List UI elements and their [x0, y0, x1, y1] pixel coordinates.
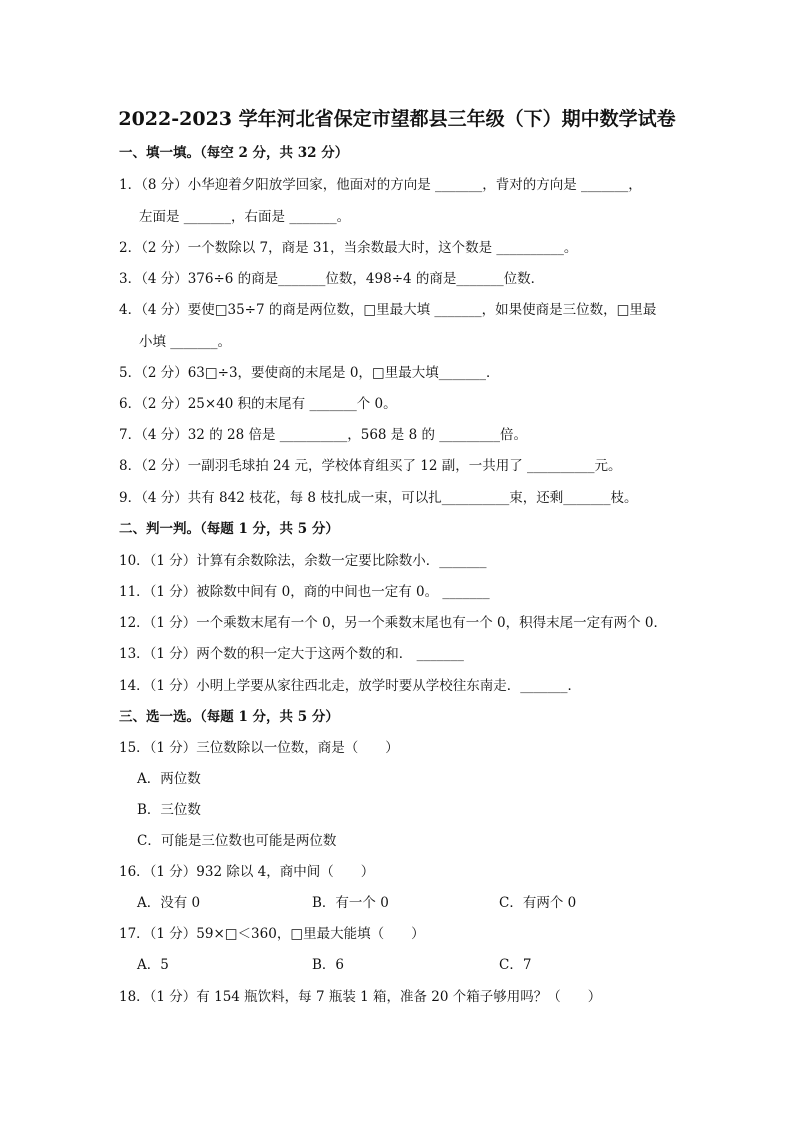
option-16-a: A．没有 0 — [137, 895, 201, 911]
question-3: 3．（4 分）376÷6 的商是_______位数，498÷4 的商是_______位数． — [119, 271, 545, 287]
question-2: 2．（2 分）一个数除以 7，商是 31，当余数最大时，这个数是 __________。 — [119, 240, 578, 256]
question-4-cont: 小填 _______。 — [139, 334, 232, 350]
option-17-a: A．5 — [137, 957, 169, 973]
option-16-b: B．有一个 0 — [312, 895, 389, 911]
question-10: 10．（1 分）计算有余数除法，余数一定要比除数小．_______ — [119, 553, 487, 569]
question-4: 4．（4 分）要使□35÷7 的商是两位数，□里最大填 _______，如果使商是三位数，□里最 — [119, 302, 657, 318]
question-14: 14．（1 分）小明上学要从家往西北走，放学时要从学校往东南走．_______． — [119, 678, 582, 694]
question-5: 5．（2 分）63□÷3，要使商的末尾是 0，□里最大填_______． — [119, 365, 500, 381]
question-13: 13．（1 分）两个数的积一定大于这两个数的和． _______ — [119, 646, 464, 662]
question-11: 11．（1 分）被除数中间有 0，商的中间也一定有 0。 _______ — [119, 584, 490, 600]
option-17-b: B．6 — [312, 957, 345, 973]
question-6: 6．（2 分）25×40 积的末尾有 _______个 0。 — [119, 396, 397, 412]
option-15-c: C．可能是三位数也可能是两位数 — [137, 833, 337, 849]
question-17: 17．（1 分）59×□＜360，□里最大能填（ ） — [119, 926, 425, 942]
option-17-c: C．7 — [499, 957, 532, 973]
section-fill-in: 一、填一填。（每空 2 分，共 32 分） — [119, 145, 349, 161]
question-1-cont: 左面是 _______，右面是 _______。 — [139, 209, 351, 225]
question-1: 1．（8 分）小华迎着夕阳放学回家，他面对的方向是 _______，背对的方向是 _______， — [119, 177, 642, 193]
section-multiple-choice: 三、选一选。（每题 1 分，共 5 分） — [119, 709, 339, 725]
question-12: 12．（1 分）一个乘数末尾有一个 0，另一个乘数末尾也有一个 0，积得末尾一定有两个 0． — [119, 615, 667, 631]
option-15-b: B．三位数 — [137, 802, 201, 818]
option-16-c: C．有两个 0 — [499, 895, 577, 911]
question-7: 7．（4 分）32 的 28 倍是 __________，568 是 8 的 _________倍。 — [119, 427, 528, 443]
question-9: 9．（4 分）共有 842 枝花，每 8 枝扎成一束，可以扎__________束，还剩_______枝。 — [119, 490, 638, 506]
exam-title: 2022-2023 学年河北省保定市望都县三年级（下）期中数学试卷 — [118, 108, 676, 130]
question-8: 8．（2 分）一副羽毛球拍 24 元，学校体育组买了 12 副，一共用了 __________元。 — [119, 458, 622, 474]
question-18: 18．（1 分）有 154 瓶饮料，每 7 瓶装 1 箱，准备 20 个箱子够用吗？（ ） — [119, 989, 602, 1005]
question-15: 15．（1 分）三位数除以一位数，商是（ ） — [119, 740, 399, 756]
option-15-a: A．两位数 — [137, 771, 201, 787]
section-true-false: 二、判一判。（每题 1 分，共 5 分） — [119, 521, 339, 537]
question-16: 16．（1 分）932 除以 4，商中间（ ） — [119, 864, 375, 880]
